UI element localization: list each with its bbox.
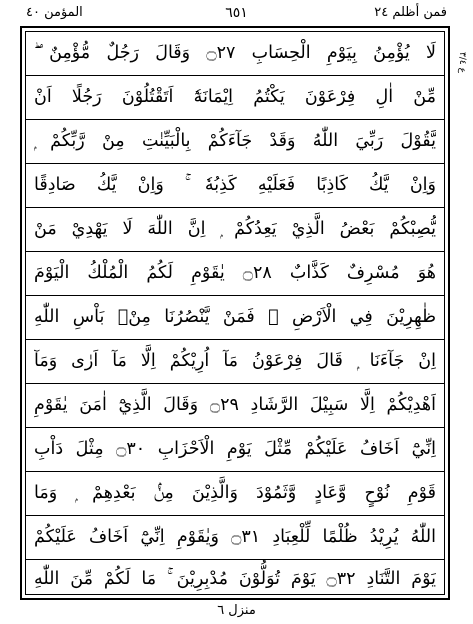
page-number: ٦٥١ bbox=[225, 5, 248, 21]
verse-line-1: لَا يُؤْمِنُ بِيَوْمِ الْحِسَابِ ۝٢٧ وَقَالَ رَجُلٌ مُّؤْمِنٌ ۖ bbox=[34, 43, 436, 63]
verse-line-5: يُّصِبْكُمْ بَعْضُ الَّذِيْ يَعِدُكُمْ ۭ اِنَّ اللّٰهَ لَا يَهْدِيْ مَنْ bbox=[34, 219, 436, 239]
verse-line-8: اِنْ جَآءَنَا ۭ قَالَ فِرْعَوْنُ مَآ اُرِيْكُمْ اِلَّا مَآ اَرٰى وَمَآ bbox=[34, 351, 436, 371]
verse-line-3: يَّقُوْلَ رَبِّيَ اللّٰهُ وَقَدْ جَآءَكُمْ بِالْبَيِّنٰتِ مِنْ رَّبِّكُمْ ۭ bbox=[34, 131, 436, 151]
verse-line-6: هُوَ مُسْرِفٌ كَذَّابٌ ۝٢٨ يٰقَوْمِ لَكُمُ الْمُلْكُ الْيَوْمَ bbox=[34, 263, 436, 283]
surah-name-label: المؤمن ٤٠ bbox=[26, 5, 83, 20]
verse-line-10: اِنِّيْٓ اَخَافُ عَلَيْكُمْ مِّثْلَ يَوْمِ الْاَحْزَابِ ۝٣٠ مِثْلَ دَاْبِ bbox=[34, 439, 436, 459]
line-rule bbox=[26, 251, 444, 252]
manzil-footer: منزل ٦ bbox=[217, 603, 256, 618]
line-rule bbox=[26, 383, 444, 384]
verse-line-13: يَوْمَ التَّنَادِ ۝٣٢ يَوْمَ تُوَلُّوْنَ مُدْبِرِيْنَ ۚ مَا لَكُمْ مِّنَ اللّٰهِ bbox=[34, 569, 436, 589]
line-rule bbox=[26, 515, 444, 516]
page-header bbox=[22, 2, 451, 26]
line-rule bbox=[26, 339, 444, 340]
line-rule bbox=[26, 471, 444, 472]
juz-name-label: فمن أظلم ٢٤ bbox=[374, 5, 447, 20]
verse-line-2: مِّنْ اٰلِ فِرْعَوْنَ يَكْتُمُ اِيْمَانَهٗٓ اَتَقْتُلُوْنَ رَجُلًا اَنْ bbox=[34, 87, 436, 107]
line-rule bbox=[26, 427, 444, 428]
verse-line-7: ظٰهِرِيْنَ فِي الْاَرْضِ ۡ فَمَنْ يَّنْصُرُنَا مِنْۢ بَاْسِ اللّٰهِ bbox=[34, 307, 436, 327]
line-rule bbox=[26, 207, 444, 208]
line-rule bbox=[26, 295, 444, 296]
line-rule bbox=[26, 119, 444, 120]
line-rule bbox=[26, 163, 444, 164]
line-rule bbox=[26, 75, 444, 76]
text-frame bbox=[20, 26, 450, 600]
verse-line-9: اَهْدِيْكُمْ اِلَّا سَبِيْلَ الرَّشَادِ ۝٢٩ وَقَالَ الَّذِيْٓ اٰمَنَ يٰقَوْمِ bbox=[34, 395, 436, 415]
verse-line-4: وَاِنْ يَّكُ كَاذِبًا فَعَلَيْهِ كَذِبُهٗ ۚ وَاِنْ يَّكُ صَادِقًا bbox=[34, 175, 436, 195]
verse-line-11: قَوْمِ نُوْحٍ وَّعَادٍ وَّثَمُوْدَ وَالَّذِيْنَ مِنْۢ بَعْدِهِمْ ۭ وَمَا bbox=[34, 483, 436, 503]
ruku-side-marker: ع ٣/٤ bbox=[457, 51, 467, 73]
verse-line-12: اللّٰهُ يُرِيْدُ ظُلْمًا لِّلْعِبَادِ ۝٣١ وَيٰقَوْمِ اِنِّيْٓ اَخَافُ عَلَيْكُمْ bbox=[34, 527, 436, 547]
verse-lines bbox=[26, 32, 444, 594]
text-frame-inner bbox=[25, 31, 445, 595]
